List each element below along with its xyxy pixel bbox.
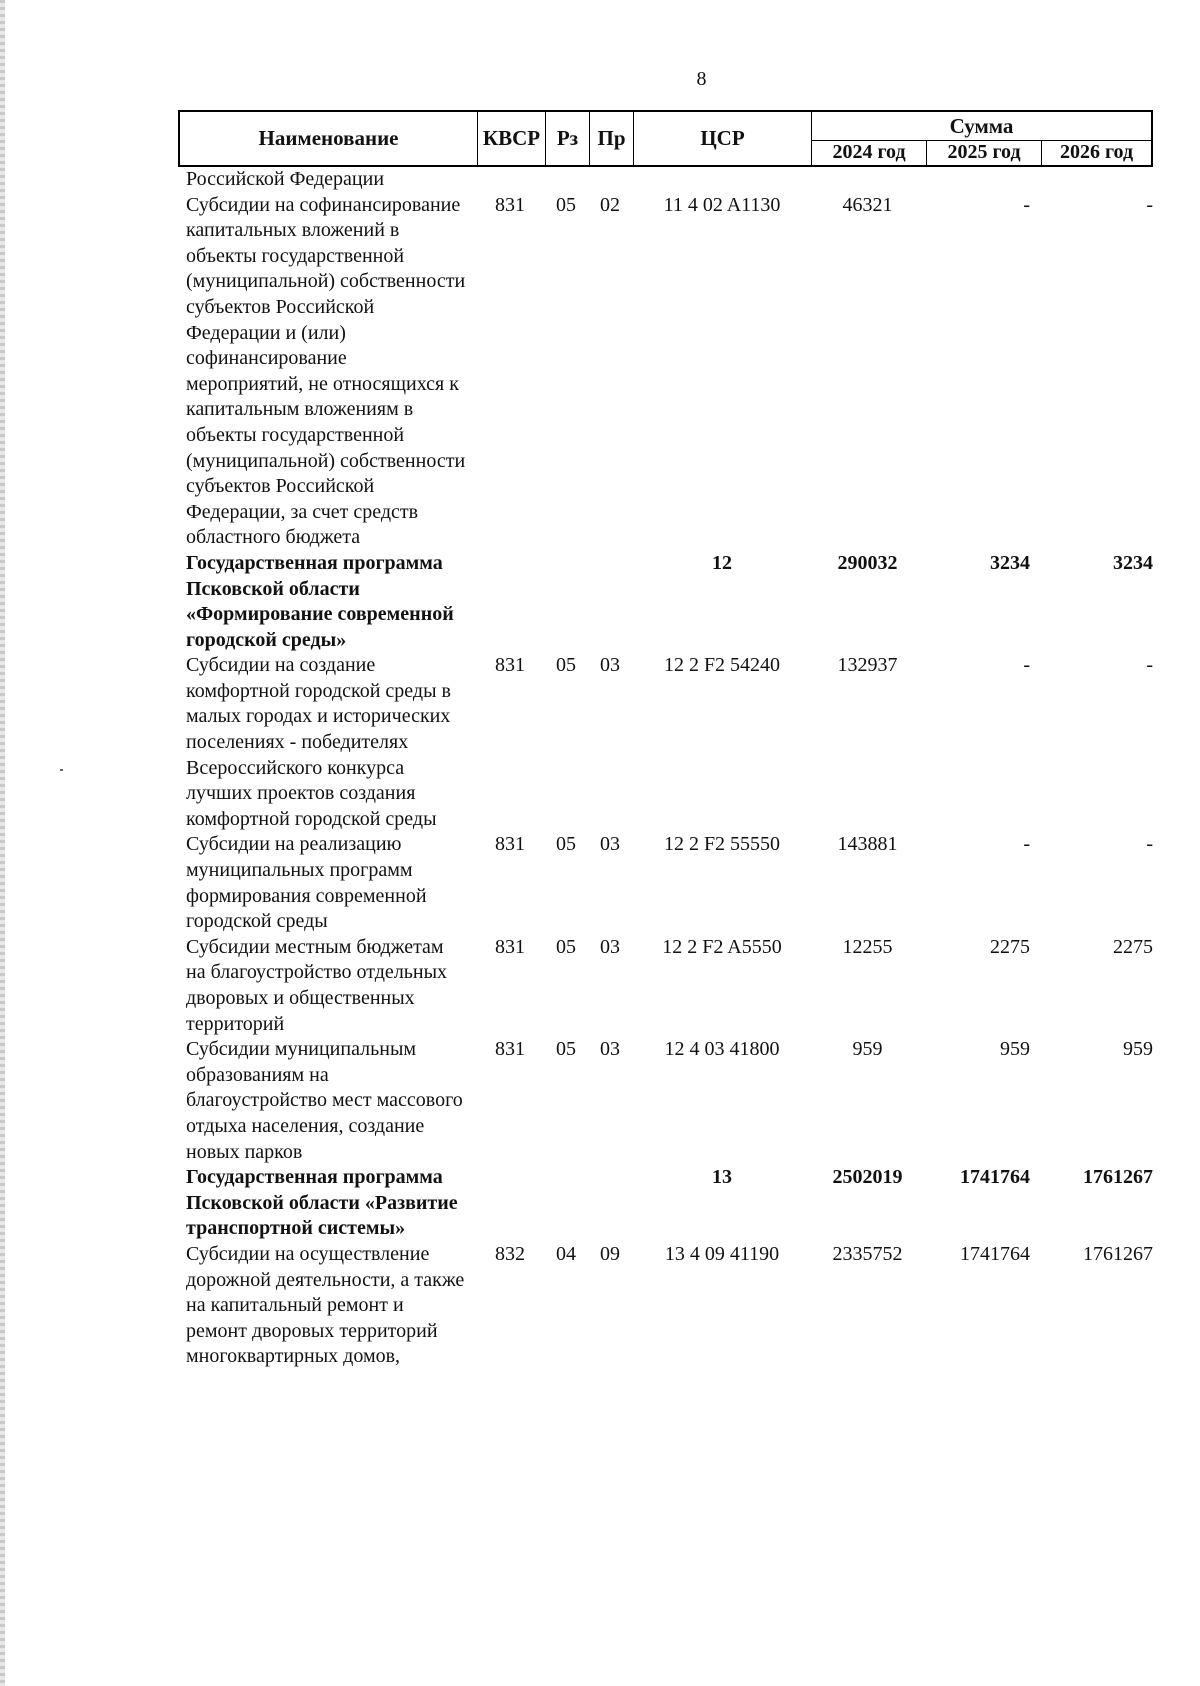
row-name: Государственная программа Псковской области «Формирование современной городской среды» <box>186 551 454 651</box>
row-amount-2025: - <box>1023 193 1030 216</box>
row-name: Субсидии на софинансирование капитальных вложений в объекты государственной (муниципальной) собственности субъектов Российской Федерации и (или) софинансирование мероприятий, не относящихся к капитальным вложениям в объекты государственной (муниципальной) собственности субъектов Российской Федерации, за счет средств областного бюджета <box>186 193 466 549</box>
row-amount-2024: 2502019 <box>832 1166 903 1189</box>
table-row <box>178 193 1153 551</box>
row-amount-2024: 143881 <box>837 833 898 856</box>
row-csr: 12 2 F2 54240 <box>663 654 781 677</box>
scan-speck <box>60 769 63 771</box>
page-number: 8 <box>696 68 707 90</box>
row-amount-2026: 3234 <box>1113 551 1153 574</box>
row-amount-2024: 290032 <box>837 551 898 574</box>
header-csr: ЦСР <box>634 112 812 165</box>
row-amount-2024: 132937 <box>837 654 898 677</box>
row-rz: 05 <box>556 1038 576 1061</box>
row-amount-2025: 1741764 <box>960 1166 1030 1189</box>
table-row <box>178 1165 1153 1242</box>
row-amount-2026: - <box>1146 193 1153 216</box>
row-name: Субсидии муниципальным образованиям на благоустройство мест массового отдыха населения, создание новых парков <box>186 1038 463 1163</box>
row-name: Субсидии на создание комфортной городской среды в малых городах и исторических поселениях - победителях Всероссийского конкурса лучших проектов создания комфортной городской среды <box>186 654 451 830</box>
row-pr: 09 <box>600 1242 620 1265</box>
row-rz: 05 <box>556 833 576 856</box>
row-kvsr: 831 <box>495 1038 525 1061</box>
header-year-2026: 2026 год <box>1059 141 1134 163</box>
row-amount-2026: - <box>1146 654 1153 677</box>
row-amount-2025: 1741764 <box>960 1242 1030 1265</box>
table-row <box>178 1037 1153 1165</box>
header-name: Наименование <box>180 112 478 165</box>
row-rz: 05 <box>556 193 576 216</box>
row-amount-2025: - <box>1023 833 1030 856</box>
row-amount-2025: 3234 <box>990 551 1030 574</box>
row-pr: 03 <box>600 833 620 856</box>
scan-edge <box>0 0 5 1686</box>
row-csr: 12 <box>712 551 732 574</box>
row-name: Субсидии на осуществление дорожной деятельности, а также на капитальный ремонт и ремонт дворовых территорий многоквартирных домов, <box>186 1242 465 1368</box>
header-rz: Рз <box>546 112 590 165</box>
row-kvsr: 831 <box>495 935 525 958</box>
row-amount-2025: 2275 <box>990 935 1030 958</box>
table-row <box>178 1242 1153 1370</box>
row-amount-2026: 2275 <box>1113 935 1153 958</box>
header-pr: Пр <box>590 112 634 165</box>
row-name: Российской Федерации <box>186 168 385 190</box>
row-rz: 05 <box>556 654 576 677</box>
row-amount-2026: 1761267 <box>1083 1242 1153 1265</box>
row-kvsr: 831 <box>495 833 525 856</box>
row-amount-2024: 959 <box>852 1038 883 1061</box>
row-csr: 12 2 F2 A5550 <box>662 935 782 958</box>
header-year-2025: 2025 год <box>927 140 1042 165</box>
table-row <box>178 832 1153 934</box>
table-row <box>178 653 1153 832</box>
row-name: Государственная программа Псковской области «Развитие транспортной системы» <box>186 1166 458 1240</box>
row-name: Субсидии на реализацию муниципальных программ формирования современной городской среды <box>186 833 427 933</box>
table-body <box>178 167 1153 1370</box>
row-pr: 03 <box>600 1038 620 1061</box>
row-kvsr: 831 <box>495 193 525 216</box>
budget-table <box>178 110 1153 1370</box>
row-amount-2025: - <box>1023 654 1030 677</box>
row-pr: 02 <box>600 193 620 216</box>
row-rz: 04 <box>556 1242 576 1265</box>
table-row <box>178 551 1153 653</box>
row-amount-2026: 1761267 <box>1083 1166 1153 1189</box>
row-kvsr: 831 <box>495 654 525 677</box>
row-csr: 13 <box>712 1166 732 1189</box>
header-kvsr: КВСР <box>478 112 546 165</box>
row-amount-2025: 959 <box>1000 1038 1030 1061</box>
row-csr: 12 4 03 41800 <box>664 1038 780 1061</box>
table-row <box>178 167 1153 193</box>
row-csr: 11 4 02 A1130 <box>663 193 781 216</box>
table-row <box>178 935 1153 1037</box>
row-amount-2024: 12255 <box>842 935 893 958</box>
row-name: Субсидии местным бюджетам на благоустройство отдельных дворовых и общественных территорий <box>186 935 448 1035</box>
header-year-2024: 2024 год <box>812 140 927 165</box>
row-csr: 13 4 09 41190 <box>664 1242 780 1265</box>
row-csr: 12 2 F2 55550 <box>663 833 781 856</box>
row-pr: 03 <box>600 654 620 677</box>
row-amount-2026: 959 <box>1123 1038 1153 1061</box>
table-header <box>178 110 1153 167</box>
row-amount-2026: - <box>1146 833 1153 856</box>
row-pr: 03 <box>600 935 620 958</box>
row-amount-2024: 46321 <box>842 193 893 216</box>
row-rz: 05 <box>556 935 576 958</box>
row-kvsr: 832 <box>495 1242 525 1265</box>
row-amount-2024: 2335752 <box>832 1242 903 1265</box>
header-summa: Сумма <box>812 112 1151 141</box>
